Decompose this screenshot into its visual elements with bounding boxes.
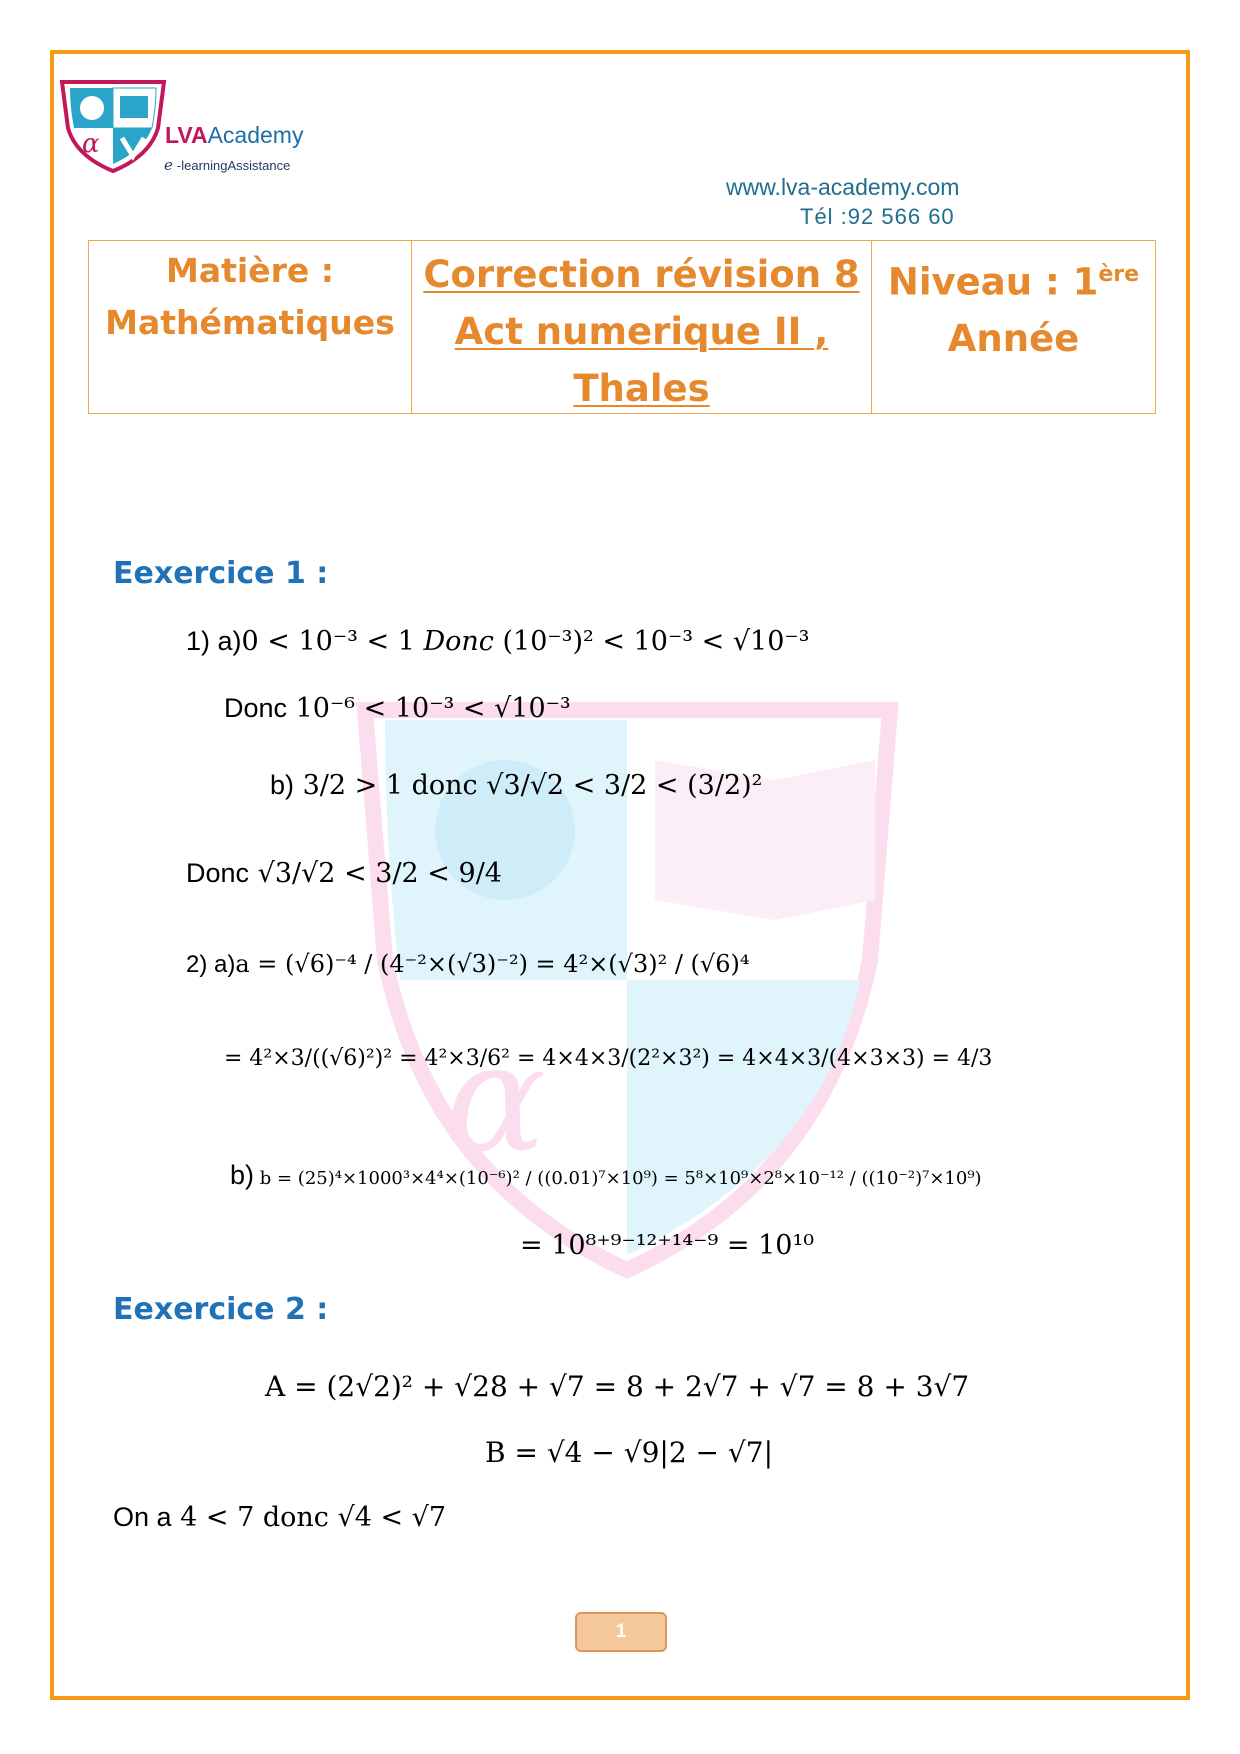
page-number: 1 [575, 1612, 667, 1652]
ex1-donc-2: Donc √3/√2 < 3/2 < 9/4 [186, 858, 502, 889]
brand-name: LVAAcademy [165, 122, 304, 148]
ex1-q2a: 2) a)a = (√6)⁻⁴ / (4⁻²×(√3)⁻²) = 4²×(√3)² / (√6)⁴ [186, 950, 750, 978]
website-link[interactable]: www.lva-academy.com [726, 174, 960, 200]
title-cell [412, 241, 872, 413]
brand-tagline: e -learningAssistance [164, 156, 291, 174]
ex1-q2b-result: = 10⁸⁺⁹⁻¹²⁺¹⁴⁻⁹ = 10¹⁰ [520, 1230, 815, 1261]
title-line-2: Act numerique II , [454, 310, 829, 353]
level-cell: Niveau : 1ère Année [887, 260, 1140, 361]
header-table [88, 240, 1156, 414]
ex1-q2a-continued: = 4²×3/((√6)²)² = 4²×3/6² = 4×4×3/(2²×3²) = 4×4×3/(4×3×3) = 4/3 [224, 1046, 993, 1071]
svg-text:α: α [82, 129, 100, 159]
ex1-donc-1: Donc 10⁻⁶ < 10⁻³ < √10⁻³ [224, 693, 571, 724]
ex2-A: A = (2√2)² + √28 + √7 = 8 + 2√7 + √7 = 8 + 3√7 [265, 1370, 970, 1403]
lva-logo-icon [58, 78, 168, 174]
title-line-3: Thales [573, 367, 710, 410]
phone-number: Tél :92 566 60 [800, 204, 955, 229]
exercise-2-heading: Eexercice 2 : [113, 1292, 329, 1327]
ex1-q1b: b) 3/2 > 1 donc √3/√2 < 3/2 < (3/2)² [270, 770, 763, 801]
svg-text:α: α [445, 1012, 547, 1186]
title-line-1: Correction révision 8 [423, 253, 860, 296]
ex2-on-a: On a 4 < 7 donc √4 < √7 [113, 1502, 447, 1533]
ex1-q1a: 1) a)0 < 10⁻³ < 1 Donc (10⁻³)² < 10⁻³ < √10⁻³ [186, 626, 810, 657]
exercise-1-heading: Eexercice 1 : [113, 556, 329, 591]
ex1-q2b: b) b = (25)⁴×1000³×4⁴×(10⁻⁶)² / ((0.01)⁷×10⁹) = 5⁸×10⁹×2⁸×10⁻¹² / ((10⁻²)⁷×10⁹) [230, 1160, 982, 1190]
subject-cell: Matière : Mathématiques [89, 241, 412, 413]
ex2-B: B = √4 − √9|2 − √7| [485, 1436, 774, 1469]
